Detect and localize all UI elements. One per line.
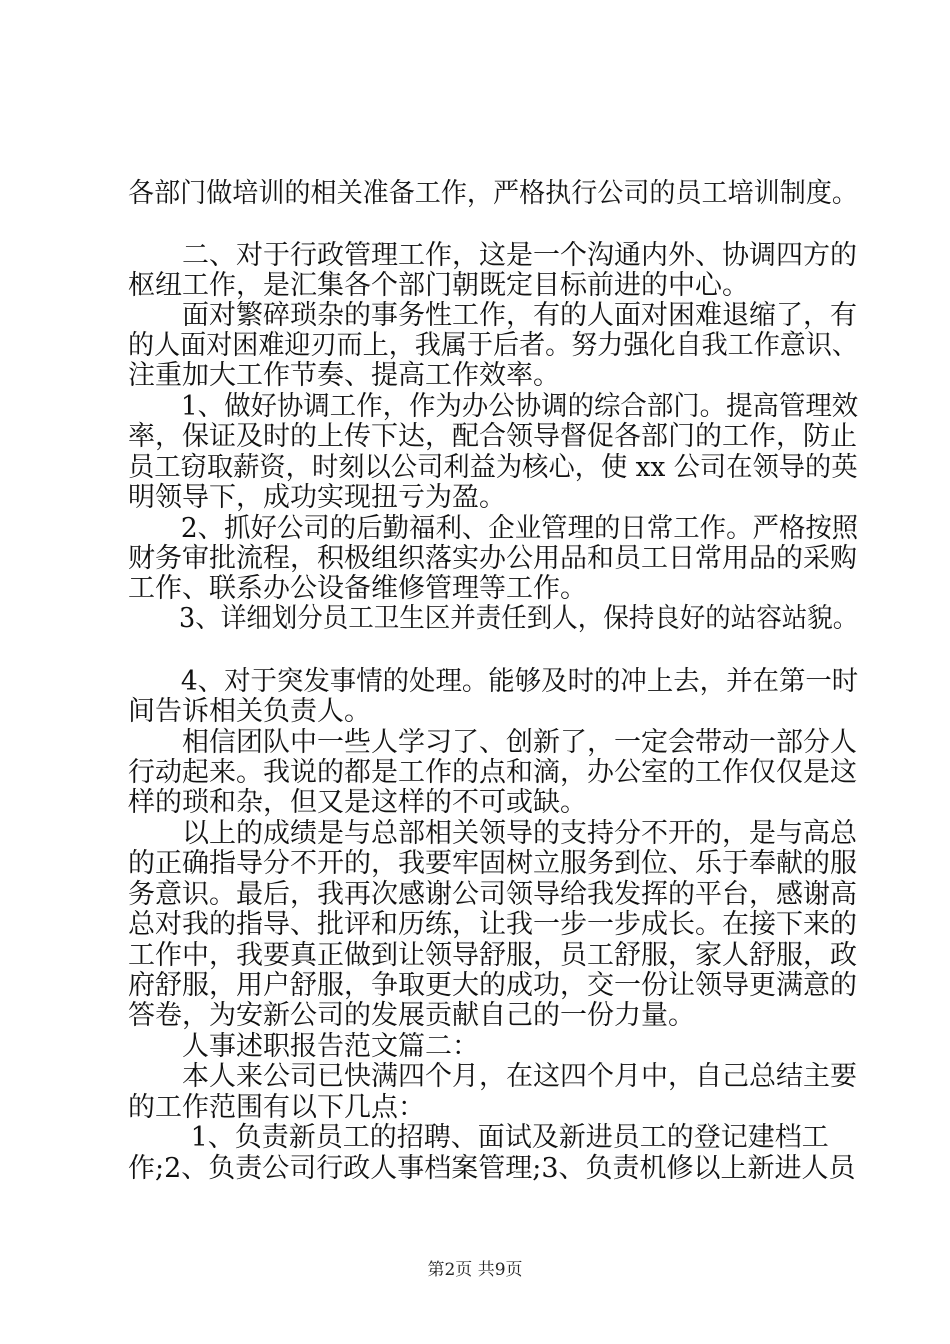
text-line: 的人面对困难迎刃而上，我属于后者。努力强化自我工作意识、 [128,330,858,361]
text-line: 员工窃取薪资，时刻以公司利益为核心，使 xx 公司在领导的英 [128,452,858,483]
text-line: 以上的成绩是与总部相关领导的支持分不开的，是与高总 [128,818,857,849]
text-line: 答卷，为安新公司的发展贡献自己的一份力量。 [128,1000,695,1031]
text-line: 各部门做培训的相关准备工作，严格执行公司的员工培训制度。 [128,178,858,209]
text-line: 明领导下，成功实现扭亏为盈。 [128,482,506,513]
text-line: 样的琐和杂，但又是这样的不可或缺。 [128,787,587,818]
text-line: 注重加大工作节奏、提高工作效率。 [128,360,560,391]
text-line: 间告诉相关负责人。 [128,696,371,727]
text-line: 本人来公司已快满四个月，在这四个月中，自己总结主要 [128,1061,857,1092]
text-line: 3、详细划分员工卫生区并责任到人，保持良好的站容站貌。 [128,603,859,634]
text-line: 枢纽工作，是汇集各个部门朝既定目标前进的中心。 [128,270,749,301]
text-line: 二、对于行政管理工作，这是一个沟通内外、协调四方的 [128,240,857,271]
text-line: 2、抓好公司的后勤福利、企业管理的日常工作。严格按照 [128,513,859,544]
text-line: 的工作范围有以下几点： [128,1092,425,1123]
text-line: 总对我的指导、批评和历练，让我一步一步成长。在接下来的 [128,909,857,940]
text-line: 务意识。最后，我再次感谢公司领导给我发挥的平台，感谢高 [128,879,857,910]
text-line: 财务审批流程，积极组织落实办公用品和员工日常用品的采购 [128,543,857,574]
page-number-footer: 第2页 共9页 [427,1260,523,1280]
text-line: 1、做好协调工作，作为办公协调的综合部门。提高管理效 [128,391,859,422]
text-line: 面对繁碎琐杂的事务性工作，有的人面对困难退缩了，有 [128,300,857,331]
text-line: 率，保证及时的上传下达，配合领导督促各部门的工作，防止 [128,421,857,452]
text-line: 的正确指导分不开的，我要牢固树立服务到位、乐于奉献的服 [128,848,857,879]
text-line: 1、负责新员工的招聘、面试及新进员工的登记建档工 [128,1122,829,1153]
text-line: 府舒服，用户舒服，争取更大的成功，交一份让领导更满意的 [128,970,857,1001]
text-line: 4、对于突发事情的处理。能够及时的冲上去，并在第一时 [128,666,859,697]
text-line: 工作中，我要真正做到让领导舒服，员工舒服，家人舒服，政 [128,940,857,971]
text-line: 相信团队中一些人学习了、创新了，一定会带动一部分人 [128,727,857,758]
text-line: 作;2、负责公司行政人事档案管理;3、负责机修以上新进人员 [128,1153,856,1184]
text-line: 工作、联系办公设备维修管理等工作。 [128,573,587,604]
text-line: 人事述职报告范文篇二： [128,1031,479,1062]
text-line: 行动起来。我说的都是工作的点和滴，办公室的工作仅仅是这 [128,757,857,788]
